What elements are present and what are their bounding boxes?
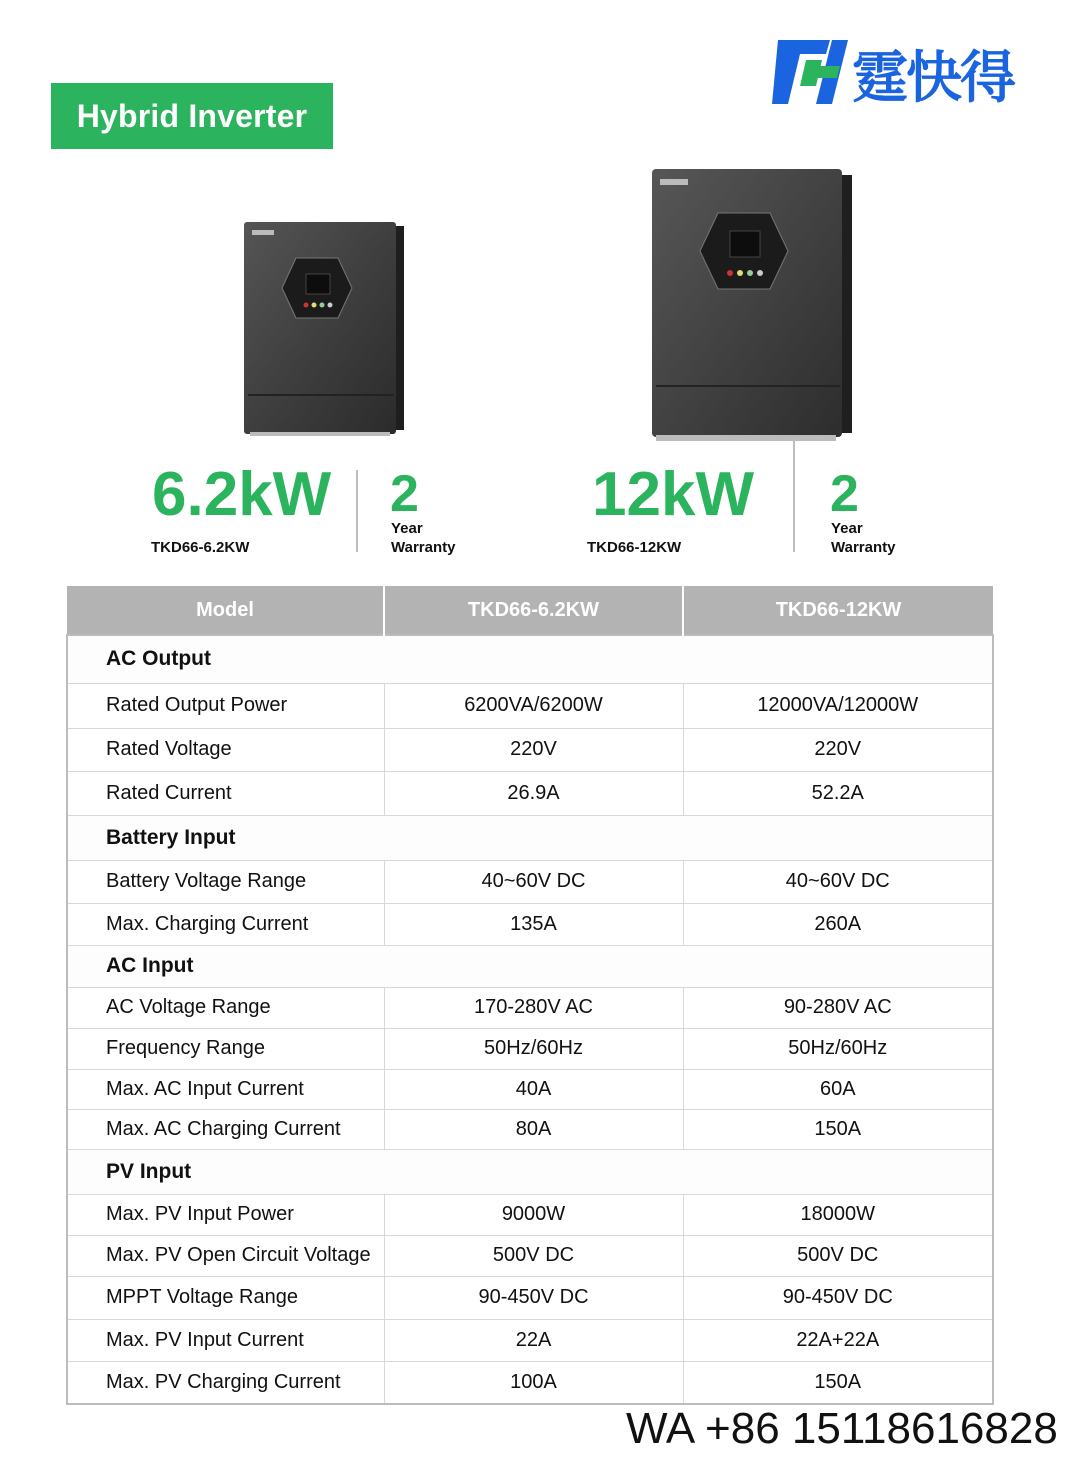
- value-cell: 260A: [683, 903, 993, 945]
- table-row: [67, 860, 993, 903]
- inverter-12kw-image: [648, 165, 858, 447]
- parameter-cell: Max. AC Charging Current: [67, 1109, 384, 1149]
- parameter-cell: Max. AC Input Current: [67, 1069, 384, 1109]
- value-cell: 220V: [384, 728, 683, 771]
- table-row: [67, 771, 993, 815]
- table-row: [67, 987, 993, 1028]
- table-row: [67, 1194, 993, 1235]
- value-cell: 150A: [683, 1109, 993, 1149]
- value-cell: 26.9A: [384, 771, 683, 815]
- value-cell: 135A: [384, 903, 683, 945]
- value-cell: 80A: [384, 1109, 683, 1149]
- value-cell: 40A: [384, 1069, 683, 1109]
- value-cell: 50Hz/60Hz: [683, 1028, 993, 1069]
- spec-table: [66, 586, 994, 1405]
- model-label-12kw: TKD66-12KW: [587, 539, 682, 556]
- table-row: [67, 1028, 993, 1069]
- value-cell: 52.2A: [683, 771, 993, 815]
- header-tkd66-6kw: TKD66-6.2KW: [384, 586, 683, 635]
- brand-logo-text: 霆快得: [852, 46, 1014, 111]
- value-cell: 40~60V DC: [384, 860, 683, 903]
- warranty-years-6kw: 2: [390, 465, 419, 523]
- section-row: [67, 945, 993, 987]
- power-rating-12kw: 12kW: [592, 460, 754, 529]
- section-row: [67, 635, 993, 683]
- table-row: [67, 1319, 993, 1361]
- section-title: AC Output: [67, 635, 993, 683]
- parameter-cell: Max. PV Charging Current: [67, 1361, 384, 1404]
- parameter-cell: Max. PV Input Current: [67, 1319, 384, 1361]
- value-cell: 170-280V AC: [384, 987, 683, 1028]
- parameter-cell: Max. PV Input Power: [67, 1194, 384, 1235]
- value-cell: 50Hz/60Hz: [384, 1028, 683, 1069]
- whatsapp-contact: WA +86 15118616828: [626, 1404, 1058, 1453]
- section-title: Battery Input: [67, 815, 993, 860]
- table-row: [67, 1361, 993, 1404]
- value-cell: 150A: [683, 1361, 993, 1404]
- parameter-cell: Max. PV Open Circuit Voltage: [67, 1235, 384, 1276]
- header-tkd66-12kw: TKD66-12KW: [683, 586, 993, 635]
- table-row: [67, 683, 993, 728]
- value-cell: 90-450V DC: [683, 1276, 993, 1319]
- value-cell: 9000W: [384, 1194, 683, 1235]
- value-cell: 100A: [384, 1361, 683, 1404]
- value-cell: 220V: [683, 728, 993, 771]
- warranty-years-12kw: 2: [830, 465, 859, 523]
- value-cell: 90-450V DC: [384, 1276, 683, 1319]
- power-rating-6kw: 6.2kW: [152, 460, 332, 529]
- value-cell: 22A: [384, 1319, 683, 1361]
- divider-line: [356, 470, 358, 552]
- table-row: [67, 903, 993, 945]
- divider-line: [793, 438, 795, 552]
- section-row: [67, 815, 993, 860]
- spec-table-body: [67, 635, 993, 1404]
- parameter-cell: Frequency Range: [67, 1028, 384, 1069]
- model-label-6kw: TKD66-6.2KW: [151, 539, 250, 556]
- value-cell: 90-280V AC: [683, 987, 993, 1028]
- value-cell: 500V DC: [384, 1235, 683, 1276]
- parameter-cell: AC Voltage Range: [67, 987, 384, 1028]
- parameter-cell: Rated Voltage: [67, 728, 384, 771]
- value-cell: 12000VA/12000W: [683, 683, 993, 728]
- parameter-cell: MPPT Voltage Range: [67, 1276, 384, 1319]
- table-row: [67, 728, 993, 771]
- parameter-cell: Rated Current: [67, 771, 384, 815]
- section-title: AC Input: [67, 945, 993, 987]
- table-header-row: [67, 586, 993, 635]
- value-cell: 22A+22A: [683, 1319, 993, 1361]
- table-row: [67, 1109, 993, 1149]
- table-row: [67, 1069, 993, 1109]
- value-cell: 6200VA/6200W: [384, 683, 683, 728]
- value-cell: 40~60V DC: [683, 860, 993, 903]
- warranty-label-12kw: Year Warranty: [831, 520, 896, 556]
- parameter-cell: Rated Output Power: [67, 683, 384, 728]
- parameter-cell: Max. Charging Current: [67, 903, 384, 945]
- parameter-cell: Battery Voltage Range: [67, 860, 384, 903]
- hybrid-inverter-badge: Hybrid Inverter: [51, 83, 333, 149]
- inverter-6kw-image: [238, 218, 408, 440]
- header-model: Model: [67, 586, 384, 635]
- value-cell: 18000W: [683, 1194, 993, 1235]
- table-row: [67, 1235, 993, 1276]
- value-cell: 60A: [683, 1069, 993, 1109]
- section-row: [67, 1149, 993, 1194]
- section-title: PV Input: [67, 1149, 993, 1194]
- value-cell: 500V DC: [683, 1235, 993, 1276]
- table-row: [67, 1276, 993, 1319]
- warranty-label-6kw: Year Warranty: [391, 520, 456, 556]
